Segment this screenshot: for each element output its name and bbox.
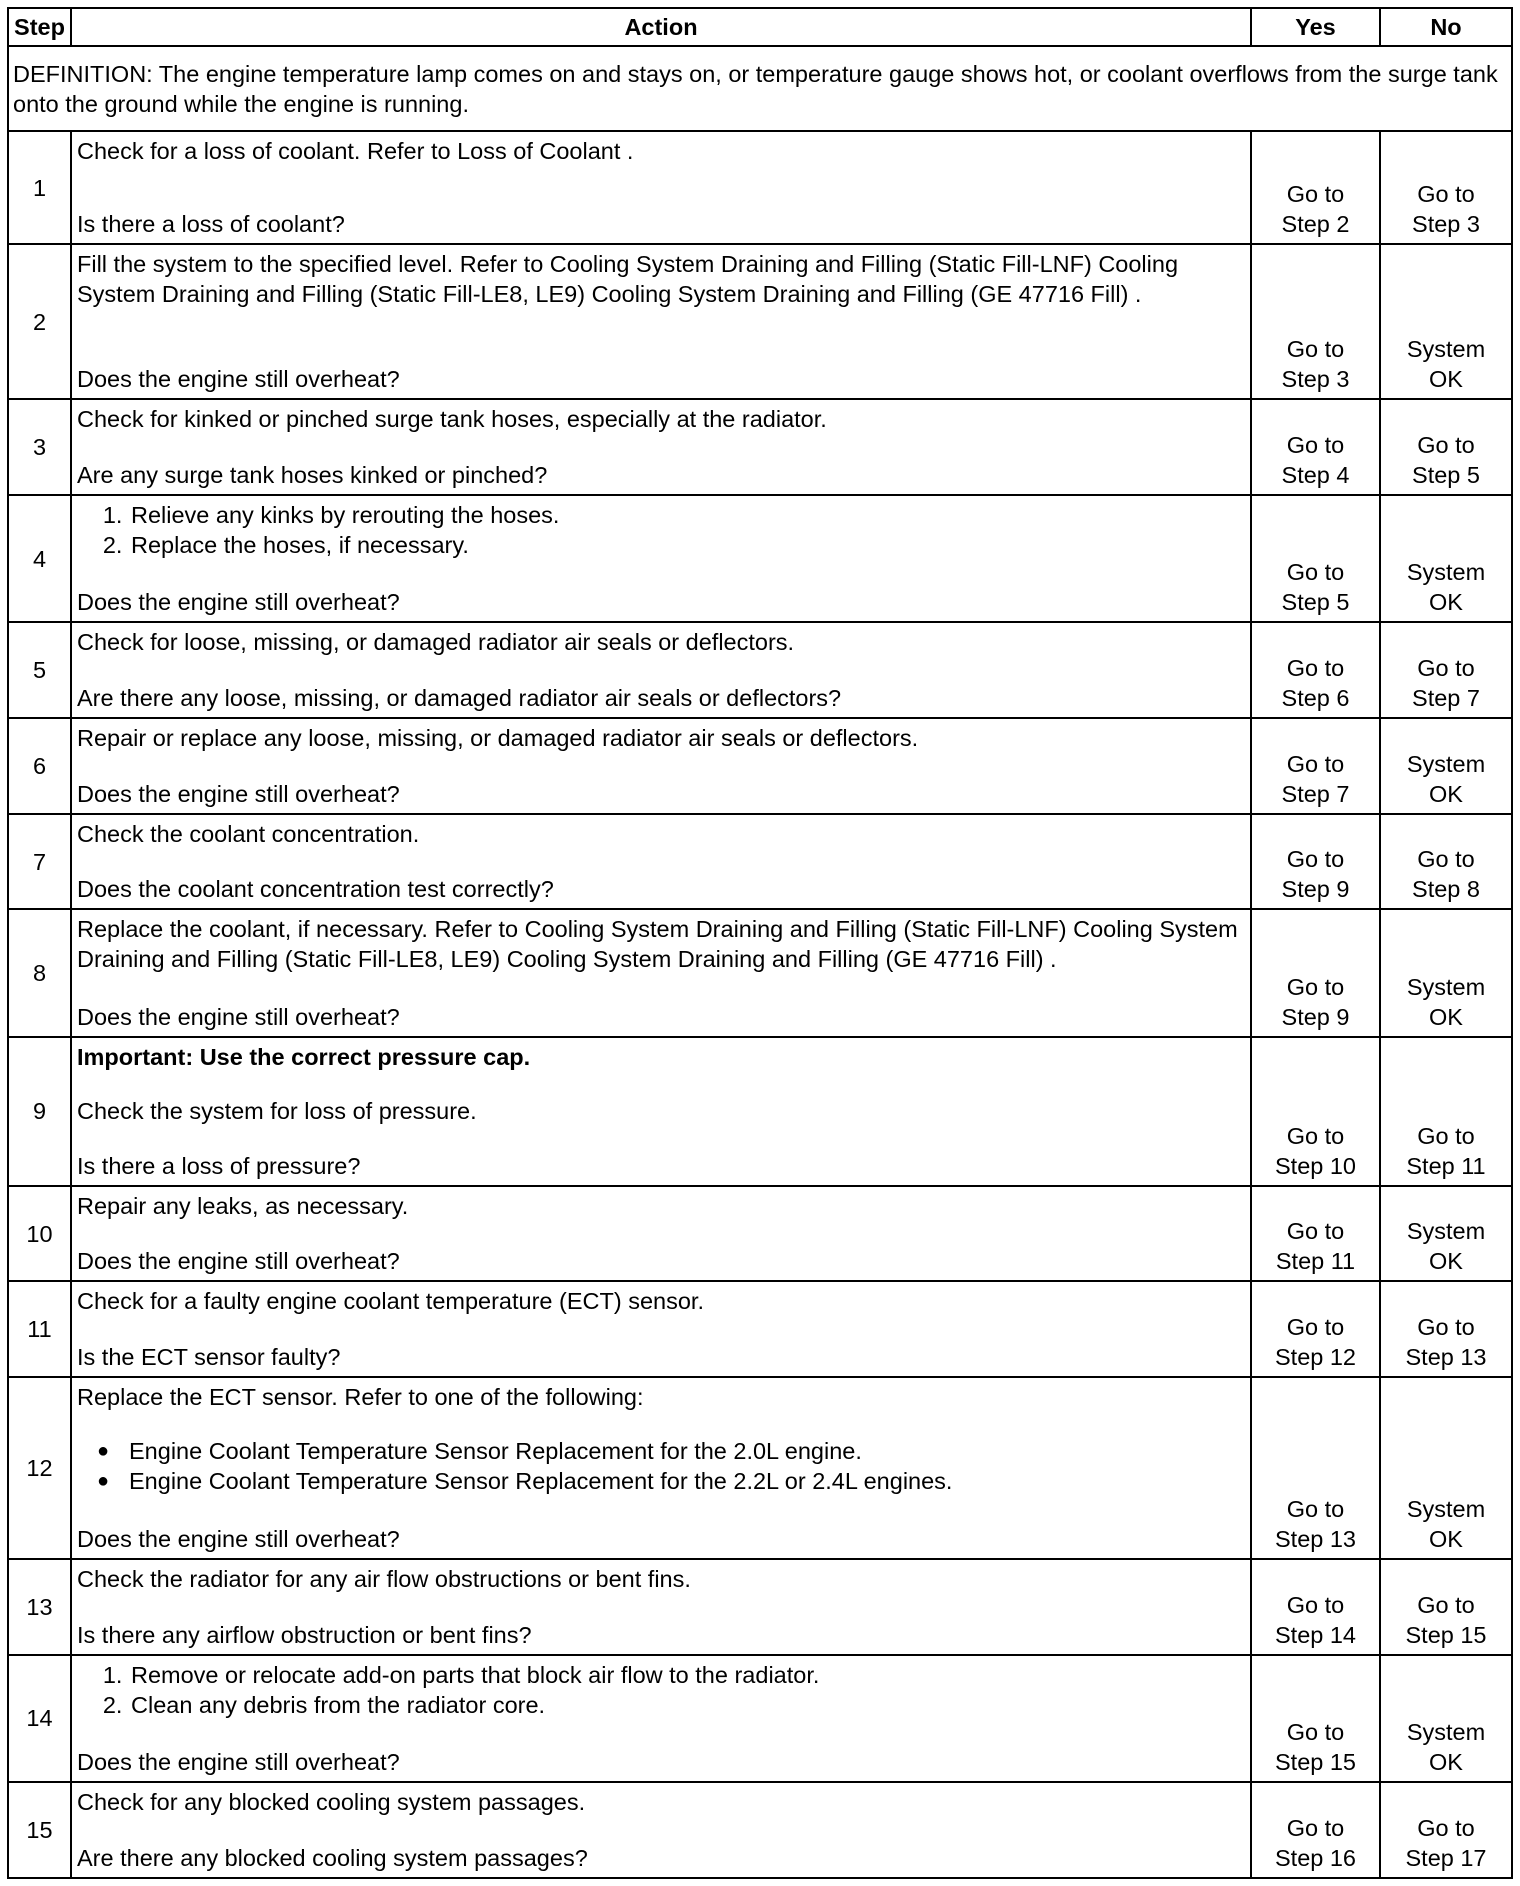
yes-result-line: Step 16 — [1274, 1845, 1356, 1871]
step-row — [8, 718, 1512, 814]
no-result-line: Step 11 — [1406, 1152, 1486, 1179]
no-result-line: Step 15 — [1405, 1621, 1487, 1648]
no-result — [1380, 1559, 1512, 1655]
no-result-line: System — [1406, 336, 1486, 363]
yes-result — [1251, 718, 1380, 814]
step-action — [71, 1281, 1251, 1377]
no-result-line: Go to — [1417, 181, 1475, 208]
yes-result-line: Go to — [1286, 973, 1345, 1000]
no-result — [1380, 1281, 1512, 1377]
definition-text: DEFINITION: The engine temperature lamp comes on and stays on, or temperature gauge shows hot, or coolant overflows from the surge tank onto the ground while the engine is running. — [8, 46, 1512, 131]
yes-result-line: Step 14 — [1274, 1621, 1356, 1648]
yes-result — [1251, 1186, 1380, 1282]
no-result — [1380, 909, 1512, 1037]
no-result-line: OK — [1429, 780, 1463, 807]
header-no: No — [1380, 8, 1512, 46]
yes-result-line: Step 4 — [1281, 461, 1350, 488]
no-result — [1380, 1782, 1512, 1878]
action-body — [77, 136, 1244, 166]
header-action: Action — [71, 8, 1251, 46]
step-row — [8, 814, 1512, 910]
action-body — [77, 914, 1244, 974]
spacer — [77, 1412, 1244, 1436]
yes-result — [1251, 1377, 1380, 1559]
action-content — [77, 136, 1244, 239]
step-number: 6 — [8, 718, 71, 814]
yes-result-line: Go to — [1286, 1218, 1345, 1245]
numbered-list — [77, 500, 1244, 560]
no-result-line: System — [1406, 1218, 1486, 1245]
action-body — [77, 627, 1244, 657]
no-result — [1380, 244, 1512, 399]
yes-result — [1251, 1782, 1380, 1878]
step-row — [8, 399, 1512, 495]
yes-result-line: Step 15 — [1274, 1749, 1356, 1776]
yes-result-line: Step 9 — [1281, 1003, 1350, 1030]
no-result-line: Step 3 — [1412, 211, 1480, 238]
action-question: Does the engine still overheat? — [77, 366, 400, 393]
action-content — [77, 1564, 1244, 1650]
action-question: Does the engine still overheat? — [77, 780, 400, 807]
important-note: Important: Use the correct pressure cap. — [77, 1043, 531, 1070]
action-text: Check the coolant concentration. — [77, 820, 420, 847]
no-result — [1380, 1655, 1512, 1783]
yes-result-line: Go to — [1286, 1815, 1345, 1841]
yes-result-line: Go to — [1286, 1122, 1345, 1149]
no-result — [1380, 399, 1512, 495]
action-text: Check for any blocked cooling system passages. — [77, 1789, 586, 1816]
step-row — [8, 244, 1512, 399]
yes-result-line: Step 2 — [1281, 211, 1350, 238]
step-action — [71, 814, 1251, 910]
yes-result — [1251, 1037, 1380, 1186]
step-action — [71, 495, 1251, 623]
step-action — [71, 1655, 1251, 1783]
no-result-line: OK — [1429, 1749, 1463, 1776]
yes-result — [1251, 814, 1380, 910]
yes-result — [1251, 622, 1380, 718]
action-body — [77, 1191, 1244, 1221]
yes-result-line: Step 3 — [1281, 366, 1350, 393]
step-row — [8, 131, 1512, 244]
yes-result-line: Step 13 — [1274, 1526, 1356, 1552]
no-result-line: Go to — [1417, 1591, 1475, 1618]
numbered-list — [77, 1660, 1244, 1720]
no-result-line: Go to — [1417, 655, 1475, 682]
action-content — [77, 819, 1244, 905]
no-result — [1380, 1186, 1512, 1282]
yes-result — [1251, 495, 1380, 623]
yes-result-line: Go to — [1286, 336, 1345, 363]
step-row — [8, 1559, 1512, 1655]
yes-result — [1251, 1655, 1380, 1783]
spacer — [77, 1072, 1244, 1096]
action-body — [77, 723, 1244, 753]
step-action — [71, 244, 1251, 399]
no-result-line: System — [1406, 559, 1486, 586]
no-result-line: OK — [1429, 1003, 1463, 1030]
action-text: Check the system for loss of pressure. — [77, 1097, 477, 1124]
no-result-line: System — [1406, 973, 1486, 1000]
yes-result-line: Go to — [1286, 1314, 1345, 1341]
step-number: 3 — [8, 399, 71, 495]
yes-result — [1251, 131, 1380, 244]
yes-result-line: Go to — [1286, 431, 1345, 458]
no-result-line: OK — [1429, 589, 1463, 616]
step-row — [8, 1655, 1512, 1783]
step-row — [8, 1186, 1512, 1282]
yes-result-line: Go to — [1286, 1496, 1345, 1522]
action-question: Is there a loss of pressure? — [77, 1152, 361, 1179]
numbered-list-item: 2. Clean any debris from the radiator core. — [129, 1690, 1244, 1720]
action-question: Does the engine still overheat? — [77, 1526, 400, 1552]
definition-row — [8, 46, 1512, 131]
step-number: 11 — [8, 1281, 71, 1377]
no-result-line: Step 7 — [1412, 685, 1480, 712]
no-result-line: OK — [1429, 1526, 1463, 1552]
yes-result-line: Go to — [1286, 846, 1345, 873]
action-text: Fill the system to the specified level. Refer to Cooling System Draining and Filling (Static Fill-LNF) Cooling System Draining and Filling (Static Fill-LE8, LE9) Cooling System Draining and Filling (GE 47716 Fill) . — [77, 251, 1179, 308]
action-question: Are any surge tank hoses kinked or pinched? — [77, 461, 548, 488]
yes-result — [1251, 399, 1380, 495]
yes-result-line: Go to — [1286, 1591, 1345, 1618]
action-content — [77, 1191, 1244, 1277]
numbered-list-item: 1. Remove or relocate add-on parts that block air flow to the radiator. — [129, 1660, 1244, 1690]
no-result — [1380, 718, 1512, 814]
action-question: Are there any loose, missing, or damaged radiator air seals or deflectors? — [77, 685, 842, 712]
step-action — [71, 1782, 1251, 1878]
step-number: 8 — [8, 909, 71, 1037]
step-number: 9 — [8, 1037, 71, 1186]
step-action — [71, 1559, 1251, 1655]
yes-result-line: Step 11 — [1275, 1248, 1356, 1275]
yes-result — [1251, 909, 1380, 1037]
action-text: Check for kinked or pinched surge tank hoses, especially at the radiator. — [77, 406, 827, 433]
step-row — [8, 1281, 1512, 1377]
bullet-list — [77, 1436, 1244, 1496]
no-result-line: OK — [1429, 1248, 1463, 1275]
step-number: 5 — [8, 622, 71, 718]
step-action — [71, 718, 1251, 814]
no-result-line: System — [1406, 1496, 1486, 1522]
yes-result-line: Go to — [1286, 559, 1345, 586]
step-action — [71, 131, 1251, 244]
action-content — [77, 1286, 1244, 1372]
step-number: 4 — [8, 495, 71, 623]
step-number: 12 — [8, 1377, 71, 1559]
action-text: Check for a loss of coolant. Refer to Loss of Coolant . — [77, 138, 634, 165]
numbered-list-item: 2. Replace the hoses, if necessary. — [129, 530, 1244, 560]
action-text: Check the radiator for any air flow obstructions or bent fins. — [77, 1566, 691, 1592]
action-question: Is the ECT sensor faulty? — [77, 1344, 341, 1371]
yes-result-line: Go to — [1286, 750, 1345, 777]
action-question: Are there any blocked cooling system passages? — [77, 1845, 588, 1871]
header-row — [8, 8, 1512, 46]
numbered-list-item: 1. Relieve any kinks by rerouting the hoses. — [129, 500, 1244, 530]
action-content — [77, 1787, 1244, 1873]
step-action — [71, 1186, 1251, 1282]
action-body — [77, 1564, 1244, 1594]
step-row — [8, 622, 1512, 718]
action-body — [77, 404, 1244, 434]
action-content — [77, 1660, 1244, 1778]
action-body — [77, 1787, 1244, 1817]
action-text: Replace the coolant, if necessary. Refer to Cooling System Draining and Filling (Static Fill-LNF) Cooling System Draining and Filling (Static Fill-LE8, LE9) Cooling System Draining and Filling (GE 47716 Fill) . — [77, 916, 1238, 973]
yes-result-line: Step 12 — [1274, 1344, 1356, 1371]
step-action — [71, 909, 1251, 1037]
bullet-list-item: ● Engine Coolant Temperature Sensor Replacement for the 2.0L engine. — [129, 1436, 1244, 1466]
step-number: 10 — [8, 1186, 71, 1282]
no-result-line: Step 13 — [1405, 1344, 1487, 1371]
action-body — [77, 819, 1244, 849]
yes-result-line: Step 5 — [1281, 589, 1350, 616]
action-text: Check for loose, missing, or damaged radiator air seals or deflectors. — [77, 629, 795, 656]
no-result — [1380, 814, 1512, 910]
step-action — [71, 622, 1251, 718]
action-body — [77, 1660, 1244, 1720]
action-body — [77, 249, 1244, 309]
no-result — [1380, 1377, 1512, 1559]
action-content — [77, 404, 1244, 490]
action-question: Does the coolant concentration test correctly? — [77, 876, 554, 903]
step-number: 1 — [8, 131, 71, 244]
no-result-line: Go to — [1417, 1122, 1475, 1149]
step-number: 15 — [8, 1782, 71, 1878]
action-text: Check for a faulty engine coolant temperature (ECT) sensor. — [77, 1288, 704, 1315]
step-row — [8, 1377, 1512, 1559]
step-number: 7 — [8, 814, 71, 910]
step-action — [71, 1037, 1251, 1186]
action-content — [77, 500, 1244, 618]
step-number: 13 — [8, 1559, 71, 1655]
action-content — [77, 723, 1244, 809]
action-question: Is there a loss of coolant? — [77, 211, 345, 238]
no-result — [1380, 495, 1512, 623]
no-result-line: Step 5 — [1412, 461, 1480, 488]
action-question: Does the engine still overheat? — [77, 1749, 400, 1776]
yes-result — [1251, 244, 1380, 399]
action-question: Does the engine still overheat? — [77, 1248, 400, 1275]
action-text: Replace the ECT sensor. Refer to one of the following: — [77, 1384, 644, 1411]
yes-result-line: Go to — [1286, 181, 1345, 208]
action-body — [77, 500, 1244, 560]
action-content — [77, 1382, 1244, 1554]
action-content — [77, 914, 1244, 1032]
action-content — [77, 627, 1244, 713]
yes-result-line: Go to — [1286, 655, 1345, 682]
step-action — [71, 1377, 1251, 1559]
no-result-line: System — [1406, 1719, 1486, 1746]
action-body — [77, 1042, 1244, 1126]
yes-result-line: Step 6 — [1281, 685, 1350, 712]
action-content — [77, 249, 1244, 394]
action-content — [77, 1042, 1244, 1181]
step-number: 14 — [8, 1655, 71, 1783]
no-result — [1380, 131, 1512, 244]
yes-result-line: Step 9 — [1281, 876, 1350, 903]
action-question: Does the engine still overheat? — [77, 1003, 400, 1030]
no-result-line: Step 17 — [1405, 1845, 1487, 1871]
yes-result — [1251, 1281, 1380, 1377]
step-row — [8, 495, 1512, 623]
diagnostic-table — [7, 7, 1513, 1879]
header-step: Step — [8, 8, 71, 46]
action-body — [77, 1382, 1244, 1496]
step-row — [8, 1037, 1512, 1186]
action-question: Is there any airflow obstruction or bent fins? — [77, 1621, 532, 1648]
no-result-line: System — [1406, 750, 1486, 777]
step-row — [8, 909, 1512, 1037]
no-result-line: Go to — [1417, 1815, 1475, 1841]
yes-result-line: Step 10 — [1274, 1152, 1356, 1179]
action-question: Does the engine still overheat? — [77, 589, 400, 616]
yes-result — [1251, 1559, 1380, 1655]
step-row — [8, 1782, 1512, 1878]
step-action — [71, 399, 1251, 495]
no-result-line: Step 8 — [1412, 876, 1480, 903]
action-text: Repair any leaks, as necessary. — [77, 1192, 409, 1219]
no-result-line: OK — [1429, 366, 1463, 393]
no-result — [1380, 1037, 1512, 1186]
action-body — [77, 1286, 1244, 1316]
no-result-line: Go to — [1417, 1314, 1475, 1341]
no-result-line: Go to — [1417, 431, 1475, 458]
yes-result-line: Step 7 — [1281, 780, 1350, 807]
no-result — [1380, 622, 1512, 718]
step-number: 2 — [8, 244, 71, 399]
no-result-line: Go to — [1417, 846, 1475, 873]
yes-result-line: Go to — [1286, 1719, 1345, 1746]
header-yes: Yes — [1251, 8, 1380, 46]
bullet-list-item: ● Engine Coolant Temperature Sensor Replacement for the 2.2L or 2.4L engines. — [129, 1466, 1244, 1496]
action-text: Repair or replace any loose, missing, or damaged radiator air seals or deflectors. — [77, 725, 919, 752]
